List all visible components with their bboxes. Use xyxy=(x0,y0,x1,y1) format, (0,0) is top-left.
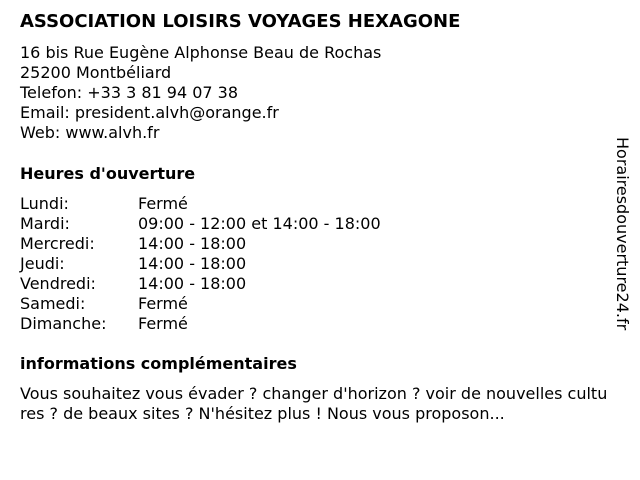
phone-text: Telefon: +33 3 81 94 07 38 xyxy=(20,83,239,102)
info-description: Vous souhaitez vous évader ? changer d'horizon ? voir de nouvelles cultures ? de beaux sites ? N'hésitez plus ! Nous vous proposon... xyxy=(20,384,608,423)
hours-row-wednesday xyxy=(20,234,381,254)
hours-row-monday xyxy=(20,194,381,214)
day-hours: Fermé xyxy=(138,294,188,313)
day-hours: 14:00 - 18:00 xyxy=(138,254,247,273)
email-text: Email: president.alvh@orange.fr xyxy=(20,103,279,122)
hours-heading: Heures d'ouverture xyxy=(20,164,196,183)
day-hours: 14:00 - 18:00 xyxy=(138,234,247,253)
day-hours: Fermé xyxy=(138,314,188,333)
hours-row-friday xyxy=(20,274,381,294)
contact-block xyxy=(20,43,381,143)
address-city: 25200 Montbéliard xyxy=(20,63,172,82)
business-name: ASSOCIATION LOISIRS VOYAGES HEXAGONE xyxy=(20,11,461,32)
day-hours: 09:00 - 12:00 et 14:00 - 18:00 xyxy=(138,214,381,233)
day-label: Samedi: xyxy=(20,294,86,313)
day-label: Dimanche: xyxy=(20,314,107,333)
hours-row-saturday xyxy=(20,294,381,314)
day-label: Mardi: xyxy=(20,214,70,233)
address-street: 16 bis Rue Eugène Alphonse Beau de Rochas xyxy=(20,43,382,62)
day-hours: 14:00 - 18:00 xyxy=(138,274,247,293)
hours-table xyxy=(20,194,381,334)
hours-row-tuesday xyxy=(20,214,381,234)
day-label: Jeudi: xyxy=(20,254,65,273)
day-label: Mercredi: xyxy=(20,234,95,253)
web-text: Web: www.alvh.fr xyxy=(20,123,160,142)
day-hours: Fermé xyxy=(138,194,188,213)
site-watermark: Horairesdouverture24.fr xyxy=(613,137,632,331)
info-heading: informations complémentaires xyxy=(20,354,297,373)
hours-row-sunday xyxy=(20,314,381,334)
day-label: Lundi: xyxy=(20,194,69,213)
day-label: Vendredi: xyxy=(20,274,96,293)
hours-row-thursday xyxy=(20,254,381,274)
